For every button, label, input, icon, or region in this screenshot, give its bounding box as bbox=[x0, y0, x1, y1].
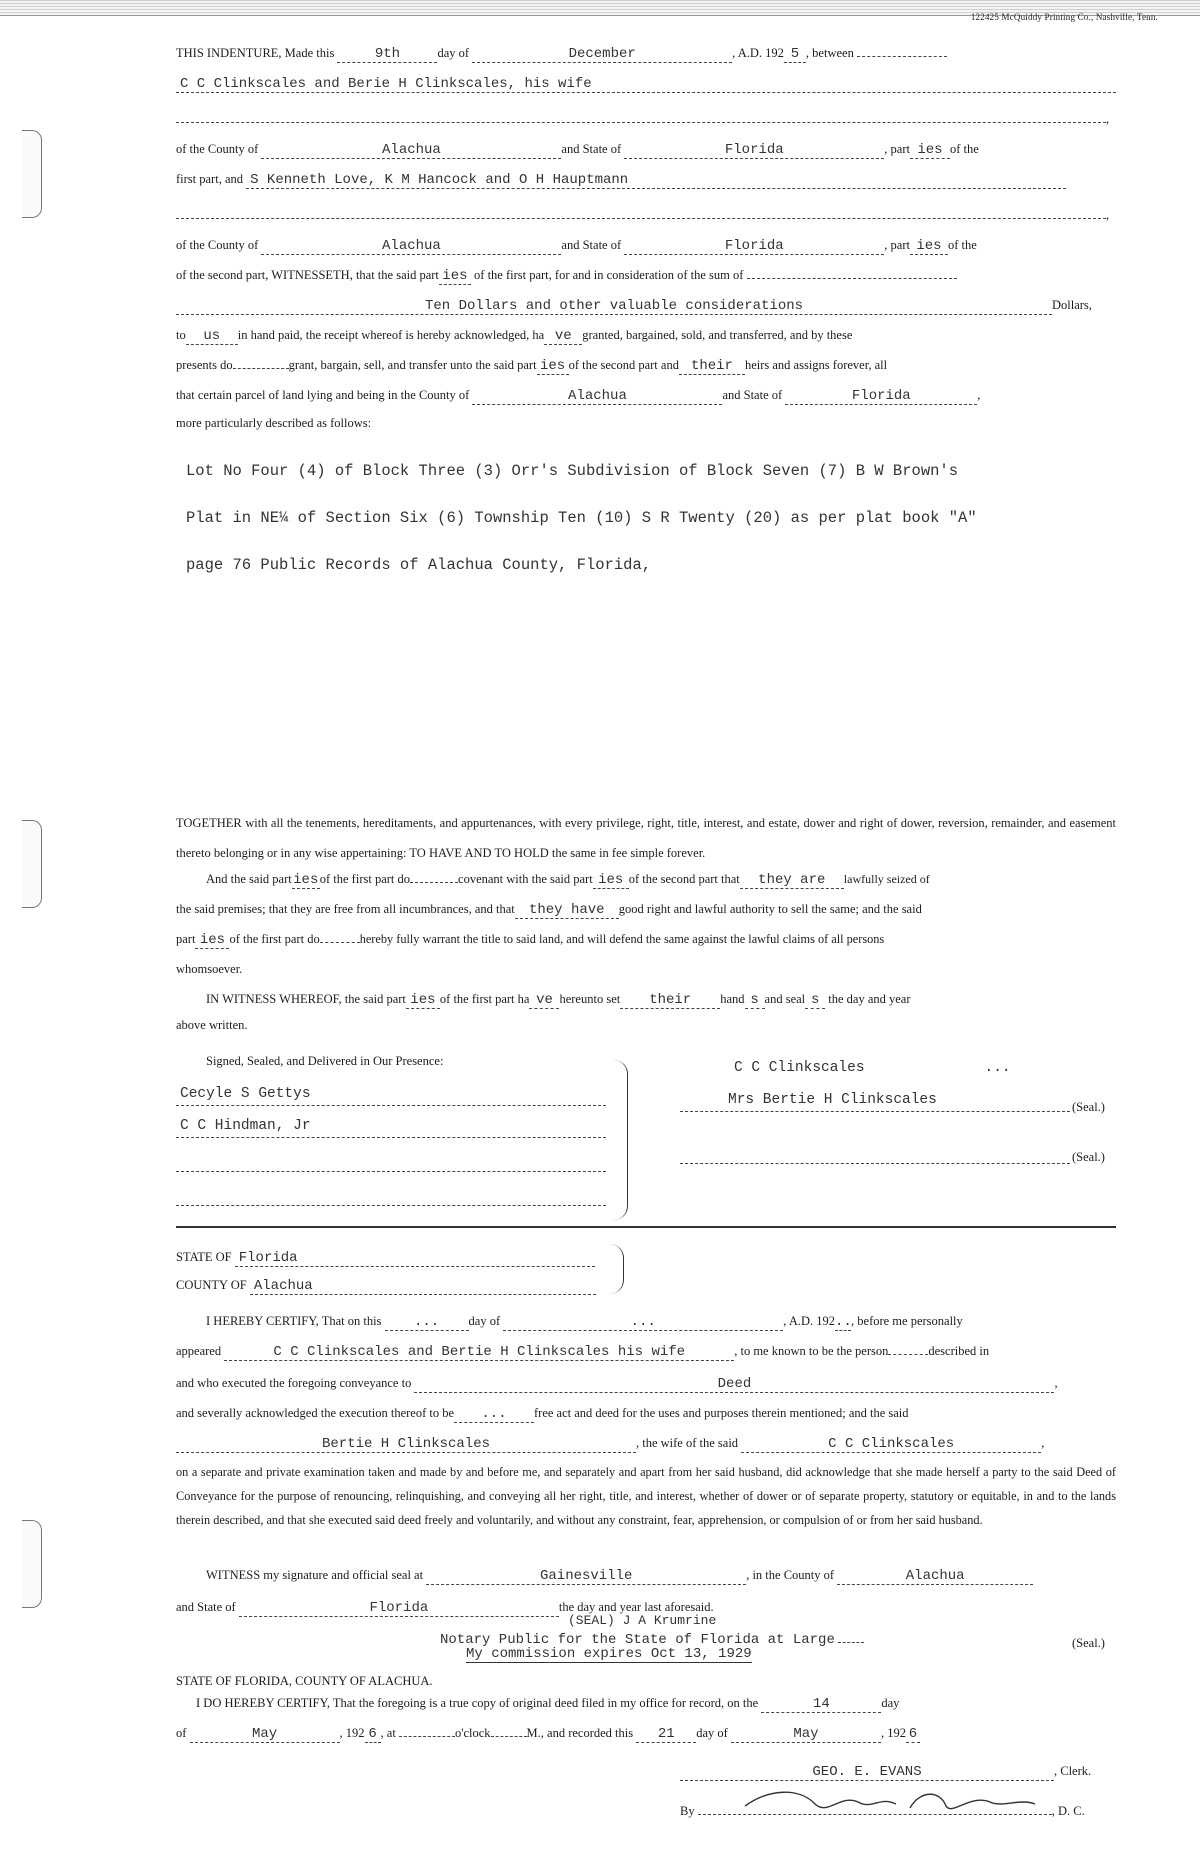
ack-conveyance-line: and who executed the foregoing conveyance to Deed , bbox=[176, 1376, 1058, 1392]
binder-hole-bottom bbox=[22, 1520, 42, 1608]
ack-appeared-line: appeared C C Clinkscales and Bertie H Clinkscales his wife , to me known to be the person described in bbox=[176, 1344, 990, 1360]
delivered-caption: Signed, Sealed, and Delivered in Our Presence: bbox=[206, 1054, 444, 1068]
parcel-state-field: Florida bbox=[785, 389, 977, 405]
ack-county-line: COUNTY OF Alachua bbox=[176, 1276, 1116, 1295]
clerk-line: GEO. E. EVANS , Clerk. bbox=[680, 1762, 1120, 1781]
made-day-field: 9th bbox=[337, 47, 437, 63]
ack-state-line: STATE OF Florida bbox=[176, 1248, 1116, 1267]
commission-line: My commission expires Oct 13, 1929 bbox=[466, 1646, 752, 1662]
ack-state-of-line: and State of Florida the day and year last aforesaid. bbox=[176, 1600, 714, 1616]
binder-hole-middle bbox=[22, 820, 42, 908]
covenant-line-3: part ies of the first part do hereby fully warrant the title to said land, and will defend the same against the lawful claims of all persons bbox=[176, 932, 885, 948]
second-party-county-line: of the County of Alachua and State of Florida , part ies of the bbox=[176, 238, 977, 254]
signature-bracket bbox=[614, 1060, 628, 1220]
indenture-line-1: THIS INDENTURE, Made this 9th day of December , A.D. 192 5 , between bbox=[176, 44, 1116, 63]
first-state-field: Florida bbox=[624, 143, 884, 159]
second-county-field: Alachua bbox=[261, 239, 561, 255]
recording-heading: STATE OF FLORIDA, COUNTY OF ALACHUA. bbox=[176, 1674, 433, 1688]
deputy-clerk-line: By , D. C. bbox=[680, 1804, 1085, 1818]
second-party-line: first part, and S Kenneth Love, K M Hancock and O H Hauptmann bbox=[176, 170, 1116, 189]
notary-seal-line: (SEAL) J A Krumrine bbox=[568, 1613, 717, 1628]
second-state-field: Florida bbox=[624, 239, 884, 255]
consideration-amount: Ten Dollars and other valuable considerations bbox=[176, 299, 1052, 315]
ack-examination: on a separate and private examination taken and made by and before me, and separately and apart from her said husband, did acknowledge that she made herself a party to the said Deed of Conveyance for the purpose of renouncing, relinquishing, and conveying all her right, title, and interest, whether of dower or of separate property, statutory or equitable, in and to the lands therein described, and that she executed said deed freely and voluntarily, and without any constraint, fear, apprehension, or compulsion of or from her said husband. bbox=[176, 1465, 1116, 1527]
ack-certify-line: I HEREBY CERTIFY, That on this ... day of ... , A.D. 192.., before me personally bbox=[206, 1314, 963, 1330]
clerk-name: GEO. E. EVANS bbox=[680, 1765, 1054, 1781]
ack-witness-line: WITNESS my signature and official seal at Gainesville , in the County of Alachua bbox=[176, 1566, 1116, 1585]
described-label: more particularly described as follows: bbox=[176, 416, 372, 430]
ack-wife-line: Bertie H Clinkscales , the wife of the said C C Clinkscales , bbox=[176, 1434, 1116, 1453]
parcel-line: that certain parcel of land lying and being in the County of Alachua and State of Florida , bbox=[176, 388, 981, 404]
parcel-county-field: Alachua bbox=[472, 389, 722, 405]
covenant-line-2: the said premises; that they are free from all incumbrances, and that they have good right and lawful authority to sell the same; and the said bbox=[176, 902, 922, 918]
first-party-county-line: of the County of Alachua and State of Florida , part ies of the bbox=[176, 142, 979, 158]
signature-scribble-icon bbox=[740, 1782, 1040, 1822]
notary-title-line: Notary Public for the State of Florida at Large bbox=[440, 1630, 1080, 1649]
made-month-field: December bbox=[472, 47, 732, 63]
description-line-1: Lot No Four (4) of Block Three (3) Orr's Subdivision of Block Seven (7) B W Brown's bbox=[186, 462, 959, 480]
witness-2-signature: C C Hindman, Jr bbox=[176, 1118, 606, 1138]
deed-page: 122425 McQuiddy Printing Co., Nashville, Tenn. THIS INDENTURE, Made this 9th day of December , A.D. 192 5 , between C C Clinkscales and Berie H Clinkscales, his wife , of the County of Alachua and State of Florida , part ies of the first part, and S Kenneth Love, K M Hancock and O H Hauptmann , of the County of Alachua and State of Florida , part ies of the of the second part, WITNESSETH, that the said part ies of the first part, for and in consideration of the sum of Ten Dollars and other valuable considerations Dollars, to us in hand paid, the receipt whereof is hereby acknowledged, ha ve granted, bargained, sold, and transferred, and by these presents do grant, bargain, sell, and transfer unto the said part ies of the second part and their heirs and assigns forever, all that certain parcel of land lying and being in the County of Alachua and State of Florida , more particularly described as follows: Lot No Four (4) of Block Three (3) Orr's Subdivision of Block Seven (7) B W Brown's Plat in NE¼ of Section Six (6) Township Ten (10) S R Twenty (20) as per plat book "A" page 76 Public Records of Alachua County, Florida, TOGETHER with all the tenements, hereditaments, and appurtenances, with every privilege, right, title, interest, and estate, dower and right of dower, reversion, remainder, and easement thereto belonging or in any wise appertaining: TO HAVE AND TO HOLD the same in fee simple forever. And the said partiesof the first part do covenant with the said part ies of the second part that they are lawfully seized of the said premises; that they are free from all incumbrances, and that they have good right and lawful authority to sell the same; and the said part ies of the first part do hereby fully warrant the title to said land, and will defend the same against the lawful claims of all persons whomsoever. IN WITNESS WHEREOF, the said part ies of the first part ha ve hereunto set their hand s and seal s the day and year above written. Signed, Sealed, and Delivered in Our Presence: Cecyle S Gettys C C Hindman, Jr C C Clinkscales ... Mrs Bertie H Clinkscales (Seal.) (Seal.) STATE OF Florida COUNTY OF Alachua I HEREBY CERTIFY, That on this ... day of ... , A.D. 192.., before me personally appeared C C Clinkscales and Bertie H Clinkscales his wife , to me known to be the person described in and who executed the foregoing conveyance to Deed , and severally acknowledged the execution thereof to be ... free act and deed for the uses and purposes therein mentioned; and the said Bertie H Clinkscales , the wife of the said C C Clinkscales , on a separate and private examination taken and made by and before me, and separately and apart from her said husband, did acknowledge that she made herself a party to the said Deed of Conveyance for the purpose of renouncing, relinquishing, and conveying all her right, title, and interest, whether of dower or of separate property, statutory or equitable, in and to the lands therein described, and that she executed said deed freely and voluntarily, and without any constraint, fear, apprehension, or compulsion of or from her said husband. WITNESS my signature and official seal at Gainesville , in the County of Alachua and State of Florida the day and year last aforesaid. (SEAL) J A Krumrine Notary Public for the State of Florida at Large (Seal.) My commission expires Oct 13, 1929 STATE OF FLORIDA, COUNTY OF ALACHUA. I DO HEREBY CERTIFY, That the foregoing is a true copy of original deed filed in my office for record, on the 14 day of May , 192 6 , at o'clock M., and recorded this 21 day of May , 192 6 GEO. E. EVANS , Clerk. By , D. C. bbox=[0, 0, 1200, 1860]
grantor-2-signature: Mrs Bertie H Clinkscales bbox=[680, 1092, 1070, 1112]
deputy-clerk-signature bbox=[740, 1782, 1040, 1830]
witness-1-signature: Cecyle S Gettys bbox=[176, 1086, 606, 1106]
covenant-line-1: And the said partiesof the first part do covenant with the said part ies of the second part that they are lawfully seized of bbox=[206, 872, 930, 888]
made-year-field: 5 bbox=[784, 47, 806, 63]
paid-line: to us in hand paid, the receipt whereof is hereby acknowledged, ha ve granted, bargained, sold, and transferred, and by these bbox=[176, 328, 853, 344]
grantor-1-signature: C C Clinkscales ... bbox=[734, 1060, 1011, 1076]
binder-hole-top bbox=[22, 130, 42, 218]
printer-imprint: 122425 McQuiddy Printing Co., Nashville, Tenn. bbox=[970, 12, 1158, 22]
description-line-2: Plat in NE¼ of Section Six (6) Township Ten (10) S R Twenty (20) as per plat book "A" bbox=[186, 509, 977, 527]
recording-certify-line: I DO HEREBY CERTIFY, That the foregoing is a true copy of original deed filed in my office for record, on the 14 day bbox=[196, 1696, 900, 1712]
section-divider bbox=[176, 1226, 1116, 1228]
consideration-line: Ten Dollars and other valuable considerations Dollars, bbox=[176, 296, 1116, 315]
together-clause: TOGETHER with all the tenements, hereditaments, and appurtenances, with every privilege, right, title, interest, and estate, dower and right of dower, reversion, remainder, and easement thereto belonging or in any wise appertaining: TO HAVE AND TO HOLD the same in fee simple forever. bbox=[176, 816, 1116, 860]
presents-line: presents do grant, bargain, sell, and transfer unto the said part ies of the second part and their heirs and assigns forever, all bbox=[176, 358, 888, 374]
witnesseth-line: of the second part, WITNESSETH, that the said part ies of the first part, for and in consideration of the sum of bbox=[176, 266, 1116, 285]
legal-description bbox=[186, 448, 1106, 589]
recording-date-line: of May , 192 6 , at o'clock M., and recorded this 21 day of May , 192 6 bbox=[176, 1724, 1116, 1743]
witness-whereof-line: IN WITNESS WHEREOF, the said part ies of the first part ha ve hereunto set their hand s and seal s the day and year bbox=[206, 992, 911, 1008]
first-party-line bbox=[176, 74, 1116, 93]
ack-severally-line: and severally acknowledged the execution thereof to be ... free act and deed for the uses and purposes therein mentioned; and the said bbox=[176, 1406, 909, 1422]
first-county-field: Alachua bbox=[261, 143, 561, 159]
description-line-3: page 76 Public Records of Alachua County, Florida, bbox=[186, 556, 652, 574]
first-party-names: C C Clinkscales and Berie H Clinkscales, his wife bbox=[176, 77, 1116, 93]
second-party-names: S Kenneth Love, K M Hancock and O H Hauptmann bbox=[246, 173, 1066, 189]
